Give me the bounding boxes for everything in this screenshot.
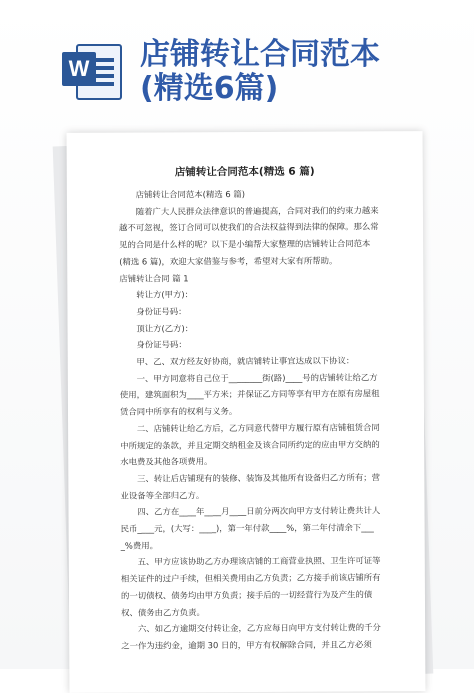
page-title-line2: (精选6篇) [140, 71, 279, 106]
page-title-line1: 店铺转让合同范本 [140, 37, 380, 72]
document-body [119, 185, 383, 654]
document-paragraph: 六、如乙方逾期交付转让金，乙方应每日向甲方支付转让费的千分之一作为违约金，逾期 30 日的，甲方有权解除合同，并且乙方必须 [121, 622, 381, 651]
word-icon [62, 40, 126, 104]
document-paragraph: 店铺转让合同范本(精选 6 篇) [135, 189, 245, 200]
document-paragraph: 一、甲方同意将自己位于________街(路)____号的店铺转让给乙方使用，建筑面积为____平方米；并保证乙方同等享有甲方在原有房屋租赁合同中所享有的权利与义务。 [119, 372, 380, 417]
document-paragraph: 五、甲方应该协助乙方办理该店铺的工商营业执照、卫生许可证等相关证件的过户手续，但相关费用由乙方负责；乙方接手前该店铺所有的一切债权、债务均由甲方负责；接手后的一切经营行为及产生的债权、债务由乙方负责。 [120, 555, 381, 618]
section-heading: 店铺转让合同 篇 1 [119, 272, 189, 284]
word-badge-letter: W [68, 56, 90, 81]
document-paragraph: 随着广大人民群众法律意识的普遍提高，合同对我们的约束力越来越不可忽视，签订合同可以使我们的合法权益得到法律的保障。那么常见的合同是什么样的呢？以下是小编帮大家整理的店铺转让合同范本(精选 6 篇)，欢迎大家借鉴与参考，希望对大家有所帮助。 [119, 205, 379, 267]
word-badge [62, 52, 96, 86]
document-paragraph: 甲、乙、双方经友好协商，就店铺转让事宜达成以下协议： [136, 355, 355, 367]
document-paragraph: 四、乙方在____年____月____日前分两次向甲方支付转让费共计人民币____元，(大写：____)，第一年付款____%，第二年付清余下____%费用。 [120, 505, 381, 551]
document-paragraph: 顶让方(乙方)： [136, 322, 194, 334]
page-title [140, 38, 470, 106]
document-paragraph: 转让方(甲方)： [136, 289, 194, 300]
document-page [67, 131, 426, 693]
document-paragraph: 二、店铺转让给乙方后，乙方同意代替甲方履行原有店铺租赁合同中所规定的条款，并且定期交纳租金及该合同所约定的应由甲方交纳的水电费及其他各项费用。 [120, 422, 380, 467]
document-paragraph: 三、转让后店铺现有的装修、装饰及其他所有设备归乙方所有；营业设备等全部归乙方。 [120, 472, 381, 501]
document-title: 店铺转让合同范本(精选 6 篇) [174, 165, 315, 179]
document-paragraph: 身份证号码： [136, 306, 187, 317]
document-paragraph: 身份证号码： [136, 339, 187, 350]
